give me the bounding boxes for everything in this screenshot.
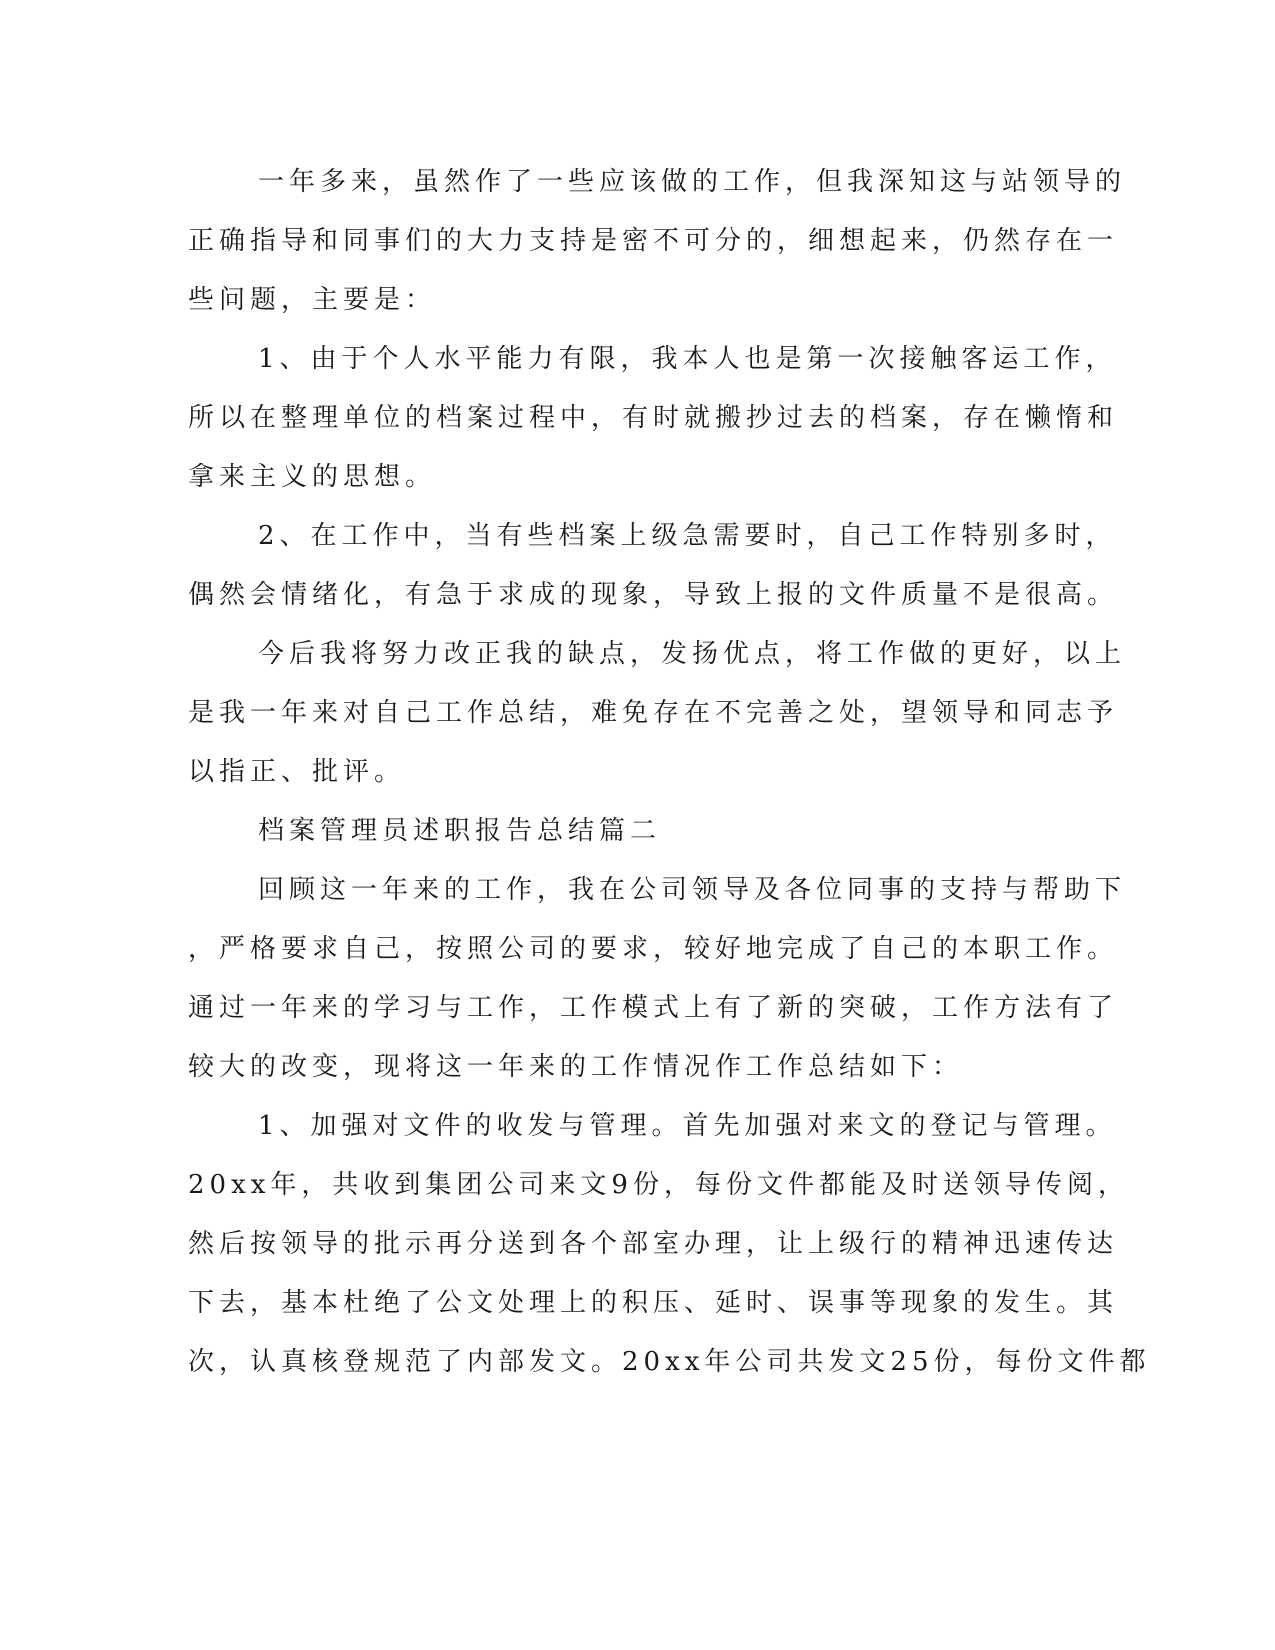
text-line: 是我一年来对自己工作总结，难免存在不完善之处，望领导和同志予: [188, 698, 1119, 728]
text-line: 通过一年来的学习与工作，工作模式上有了新的突破，工作方法有了: [188, 993, 1119, 1023]
text-line: 20xx年，共收到集团公司来文9份，每份文件都能及时送领导传阅，: [188, 1170, 1129, 1200]
text-line: 些问题，主要是：: [188, 285, 437, 315]
text-line: 然后按领导的批示再分送到各个部室办理，让上级行的精神迅速传达: [188, 1229, 1119, 1259]
text-line: 次，认真核登规范了内部发文。20xx年公司共发文25份，每份文件都: [188, 1347, 1151, 1377]
text-line: 1、加强对文件的收发与管理。首先加强对来文的登记与管理。: [258, 1111, 1117, 1141]
section-heading: 档案管理员述职报告总结篇二: [258, 816, 662, 846]
text-line: 较大的改变，现将这一年来的工作情况作工作总结如下：: [188, 1052, 964, 1082]
text-line: ，严格要求自己，按照公司的要求，较好地完成了自己的本职工作。: [188, 934, 1119, 964]
text-line: 下去，基本杜绝了公文处理上的积压、延时、误事等现象的发生。其: [188, 1288, 1119, 1318]
text-line: 偶然会情绪化，有急于求成的现象，导致上报的文件质量不是很高。: [188, 580, 1119, 610]
text-line: 正确指导和同事们的大力支持是密不可分的，细想起来，仍然存在一: [188, 226, 1119, 256]
text-line: 回顾这一年来的工作，我在公司领导及各位同事的支持与帮助下: [258, 875, 1127, 905]
text-line: 拿来主义的思想。: [188, 462, 437, 492]
text-line: 所以在整理单位的档案过程中，有时就搬抄过去的档案，存在懒惰和: [188, 403, 1119, 433]
text-line: 以指正、批评。: [188, 757, 406, 787]
text-line: 今后我将努力改正我的缺点，发扬优点，将工作做的更好，以上: [258, 639, 1127, 669]
text-line: 一年多来，虽然作了一些应该做的工作，但我深知这与站领导的: [258, 167, 1127, 197]
text-line: 2、在工作中，当有些档案上级急需要时，自己工作特别多时，: [258, 521, 1117, 551]
text-line: 1、由于个人水平能力有限，我本人也是第一次接触客运工作，: [258, 344, 1117, 374]
